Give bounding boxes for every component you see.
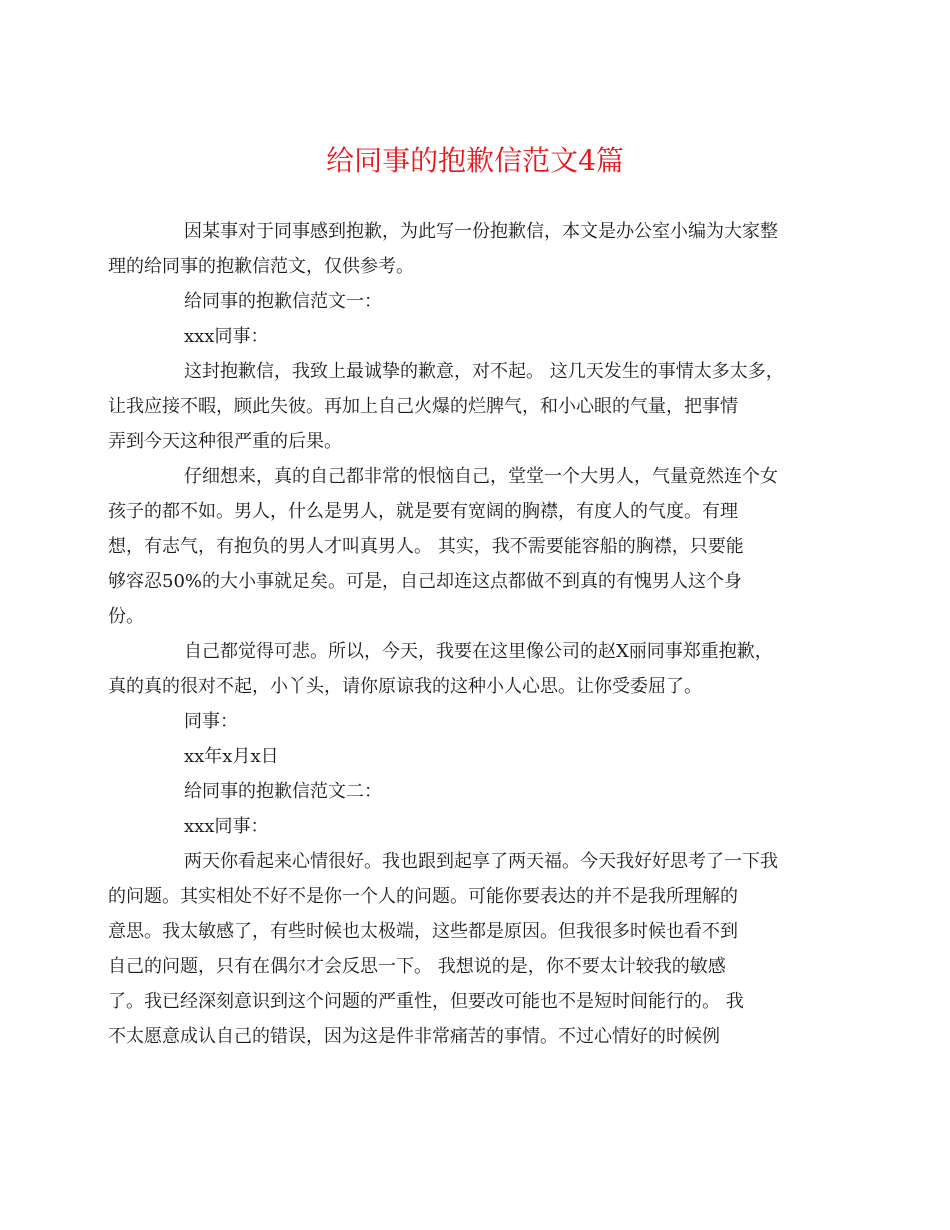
paragraph-line: 两天你看起来心情很好。我也跟到起享了两天福。今天我好好思考了一下我: [184, 851, 778, 872]
paragraph: [108, 214, 810, 284]
paragraph-line: 份。: [108, 606, 144, 627]
paragraph: [146, 319, 810, 354]
paragraph: [146, 284, 810, 319]
document-title: 给同事的抱歉信范文4篇: [326, 144, 624, 177]
paragraph-line: 这封抱歉信，我致上最诚挚的歉意，对不起。 这几天发生的事情太多太多，: [184, 361, 784, 382]
paragraph-line: 孩子的都不如。男人，什么是男人，就是要有宽阔的胸襟，有度人的气度。有理: [108, 501, 738, 522]
paragraph: [108, 459, 810, 634]
paragraph: [146, 809, 810, 844]
paragraph-line: 因某事对于同事感到抱歉，为此写一份抱歉信，本文是办公室小编为大家整: [184, 221, 778, 242]
paragraph-line: 了。我已经深刻意识到这个问题的严重性，但要改可能也不是短时间能行的。 我: [108, 991, 744, 1012]
paragraph: [146, 739, 810, 774]
paragraph-line: 让我应接不暇，顾此失彼。再加上自己火爆的烂脾气，和小心眼的气量，把事情: [108, 396, 738, 417]
paragraph-line: 自己都觉得可悲。所以，今天，我要在这里像公司的赵X丽同事郑重抱歉，: [184, 641, 773, 662]
paragraph-line: xxx同事：: [184, 816, 269, 837]
paragraph-line: 自己的问题，只有在偶尔才会反思一下。 我想说的是，你不要太计较我的敏感: [108, 956, 726, 977]
paragraph-line: xxx同事：: [184, 326, 269, 347]
paragraph: [108, 634, 810, 704]
paragraph: [108, 844, 810, 1054]
paragraph-line: 想，有志气，有抱负的男人才叫真男人。 其实，我不需要能容船的胸襟，只要能: [108, 536, 744, 557]
paragraph-line: 理的给同事的抱歉信范文，仅供参考。: [108, 256, 414, 277]
paragraph-line: 给同事的抱歉信范文二：: [184, 781, 382, 802]
paragraph-line: 不太愿意成认自己的错误，因为这是件非常痛苦的事情。不过心情好的时候例: [108, 1026, 720, 1047]
paragraph: [146, 774, 810, 809]
paragraph-line: 真的真的很对不起，小丫头，请你原谅我的这种小人心思。让你受委屈了。: [108, 676, 702, 697]
paragraph: [146, 704, 810, 739]
paragraph-line: 同事：: [184, 711, 238, 732]
paragraph: [108, 354, 810, 459]
paragraph-line: 意思。我太敏感了，有些时候也太极端，这些都是原因。但我很多时候也看不到: [108, 921, 738, 942]
paragraph-line: 给同事的抱歉信范文一：: [184, 291, 382, 312]
paragraph-line: 弄到今天这种很严重的后果。: [108, 431, 342, 452]
document-body: [108, 214, 810, 1054]
paragraph-line: 的问题。其实相处不好不是你一个人的问题。可能你要表达的并不是我所理解的: [108, 886, 738, 907]
paragraph-line: 够容忍50%的大小事就足矣。可是，自己却连这点都做不到真的有愧男人这个身: [108, 571, 743, 592]
paragraph-line: xx年x月x日: [184, 746, 279, 767]
paragraph-line: 仔细想来，真的自己都非常的恨恼自己，堂堂一个大男人，气量竟然连个女: [184, 466, 778, 487]
